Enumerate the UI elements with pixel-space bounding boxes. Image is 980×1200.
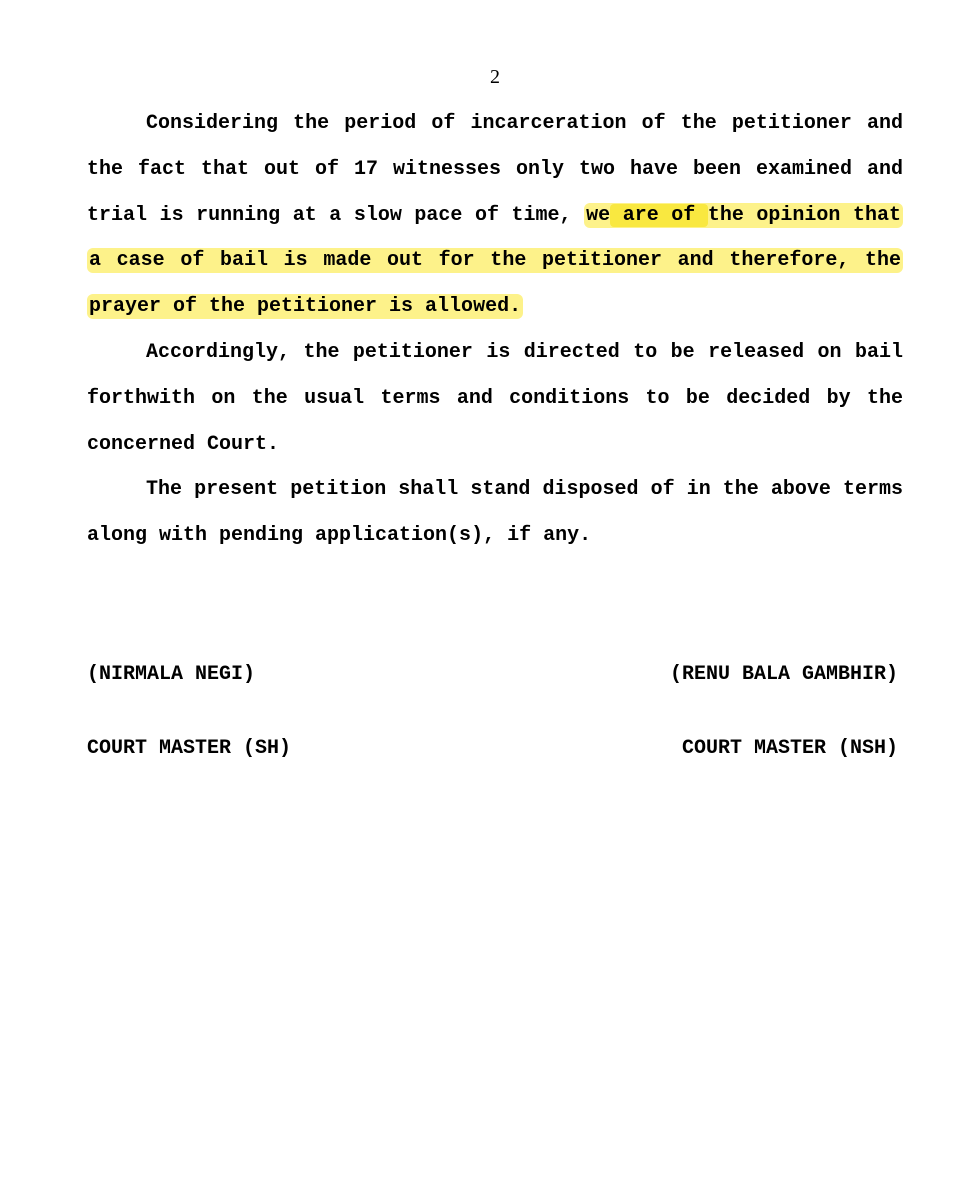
paragraph-incarceration-text: Considering the period of incarceration of the petitioner and the fact that out of 17 witnesses only two have been examined and trial is running at a slow pace of time, [87, 112, 903, 227]
highlight-overlap: are of [610, 203, 708, 227]
highlight-text-we: we [586, 203, 611, 227]
signature-right [670, 614, 898, 810]
signatory-name-left: (NIRMALA NEGI) [87, 663, 256, 686]
signatory-name-right: (RENU BALA GAMBHIR) [669, 663, 898, 686]
signatory-title-left: COURT MASTER (SH) [87, 736, 292, 760]
highlight-text-opinion: the opinion that a case of bail is made out for the petitioner and therefore, the prayer of the petitioner is allowed. [89, 203, 901, 319]
signature-left [87, 614, 291, 810]
paragraph-release-direction: Accordingly, the petitioner is directed to be released on bail forthwith on the usual terms and conditions to be decided by the concerned Court. [87, 340, 903, 456]
paragraph-disposal: The present petition shall stand disposed of in the above terms along with pending application(s), if any. [87, 478, 903, 548]
signatory-title-right: COURT MASTER (NSH) [681, 736, 898, 760]
order-body [87, 101, 903, 559]
page-number: 2 [490, 66, 500, 88]
paragraph-incarceration [87, 101, 903, 330]
